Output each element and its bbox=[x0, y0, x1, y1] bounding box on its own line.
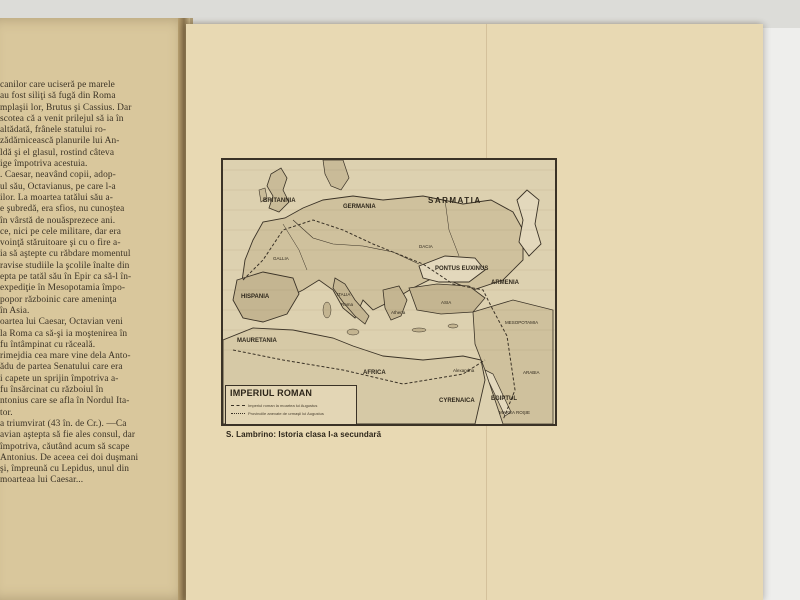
label-germania: GERMANIA bbox=[343, 204, 376, 210]
left-page-line: popor războinic care ameninţa bbox=[0, 294, 117, 305]
map-legend bbox=[225, 385, 357, 425]
left-page-line: ilor. La moartea tatălui său a- bbox=[0, 192, 113, 203]
left-page-line: ravise studiile la şcolile înalte din bbox=[0, 260, 130, 271]
left-page-line: canilor care uciseră pe marele bbox=[0, 80, 115, 90]
left-book-page bbox=[0, 18, 193, 600]
left-page-text bbox=[0, 80, 188, 487]
label-athena: Athena bbox=[391, 310, 406, 315]
left-page-line: voinţă stăruitoare şi cu o fire a- bbox=[0, 238, 121, 249]
left-page-line: avian aştepta să fie ales consul, dar bbox=[0, 430, 136, 441]
label-gallia: GALLIA bbox=[273, 256, 289, 261]
label-sarmatia: SARMATIA bbox=[428, 196, 482, 205]
left-page-line: ia să aştepte cu răbdare momentul bbox=[0, 249, 131, 260]
label-cyrenaica: CYRENAICA bbox=[439, 398, 475, 404]
left-page-line: ul său, Octavianus, pe care l-a bbox=[0, 181, 116, 192]
left-page-line: tor. bbox=[0, 407, 13, 418]
left-page-line: în vârstă de nouăsprezece ani. bbox=[0, 215, 116, 226]
left-page-line: moarteaa lui Caesar... bbox=[0, 475, 84, 486]
left-page-line: ntonius care se afla în Nordul Ita- bbox=[0, 396, 130, 407]
label-arabia: ARABIA bbox=[523, 370, 540, 375]
label-armenia: ARMENIA bbox=[491, 280, 519, 286]
left-page-line: a triumvirat (43 în. de Cr.). —Ca bbox=[0, 418, 127, 429]
label-mauretania: MAURETANIA bbox=[237, 338, 277, 344]
left-page-line: rimejdia cea mare vine dela Anto- bbox=[0, 351, 131, 362]
left-page-line: au fost siliţi să fugă din Roma bbox=[0, 91, 116, 102]
label-asia: ASIA bbox=[441, 300, 452, 305]
label-britannia: BRITANNIA bbox=[263, 198, 296, 204]
left-page-line: expediţie în Mesopotamia împo- bbox=[0, 283, 126, 294]
map-caption: S. Lambrino: Istoria clasa I-a secundară bbox=[226, 430, 382, 439]
legend-title: IMPERIUL ROMAN bbox=[230, 388, 313, 398]
left-page-line: Antonius. De aceea cei doi duşmani bbox=[0, 452, 139, 463]
left-page-line: ige împotriva acestuia. bbox=[0, 159, 88, 170]
label-marea-rosie: MAREA ROŞIE bbox=[499, 410, 531, 415]
legend-line-1 bbox=[231, 405, 245, 406]
left-page-line: scotea că a venit prilejul să ia în bbox=[0, 113, 124, 124]
left-page-line: la Roma ca să-şi ia moştenirea în bbox=[0, 328, 128, 339]
label-roma: Roma bbox=[341, 302, 354, 307]
left-page-line: ădu de partea Senatului care era bbox=[0, 362, 123, 373]
label-mesopotamia: MESOPOTAMIA bbox=[505, 320, 539, 325]
left-page-line: mplaşii lor, Brutus şi Cassius. Dar bbox=[0, 102, 132, 113]
left-page-line: oartea lui Caesar, Octavian veni bbox=[0, 317, 123, 328]
left-page-line: şi, împreună cu Lepidus, unul din bbox=[0, 464, 130, 475]
left-page-line: fu întâmpinat cu răceală. bbox=[0, 339, 96, 350]
legend-line-2 bbox=[231, 413, 245, 414]
label-egiptul: EGIPTUL bbox=[491, 396, 518, 402]
left-page-line: în Asia. bbox=[0, 305, 30, 316]
legend-entry-1: Imperiul roman la moartea lui Augustus bbox=[248, 403, 318, 408]
left-page-line: e şubredă, era sfios, nu cunoştea bbox=[0, 204, 125, 215]
left-page-line: i capete un sprijin împotriva a- bbox=[0, 373, 119, 384]
label-pontus-euxinus: PONTUS EUXINUS bbox=[435, 266, 489, 272]
left-page-line: altădată, frânele statului ro- bbox=[0, 125, 107, 136]
label-africa: AFRICA bbox=[363, 370, 386, 376]
left-page-line: ldă şi el glasul, rostind câteva bbox=[0, 147, 115, 158]
label-dacia: DACIA bbox=[419, 244, 433, 249]
left-page-line: zădărnicească planurile lui An- bbox=[0, 136, 120, 147]
left-page-line: ce, nici pe cele militare, dar era bbox=[0, 226, 122, 237]
label-alexandria: Alexandria bbox=[453, 368, 475, 373]
left-page-line: . Caesar, neavând copii, adop- bbox=[0, 170, 116, 181]
label-italia: ITALIA bbox=[337, 292, 351, 297]
legend-entry-2: Provinciile anexate de urmaşii lui Augustus bbox=[248, 411, 324, 416]
label-hispania: HISPANIA bbox=[241, 294, 270, 300]
left-page-line: împotriva, căutând acum să scape bbox=[0, 441, 130, 452]
left-page-line: fu însărcinat cu războiul în bbox=[0, 385, 104, 396]
left-page-line: epta pe tatăl său în Epir ca să-l în- bbox=[0, 272, 132, 283]
